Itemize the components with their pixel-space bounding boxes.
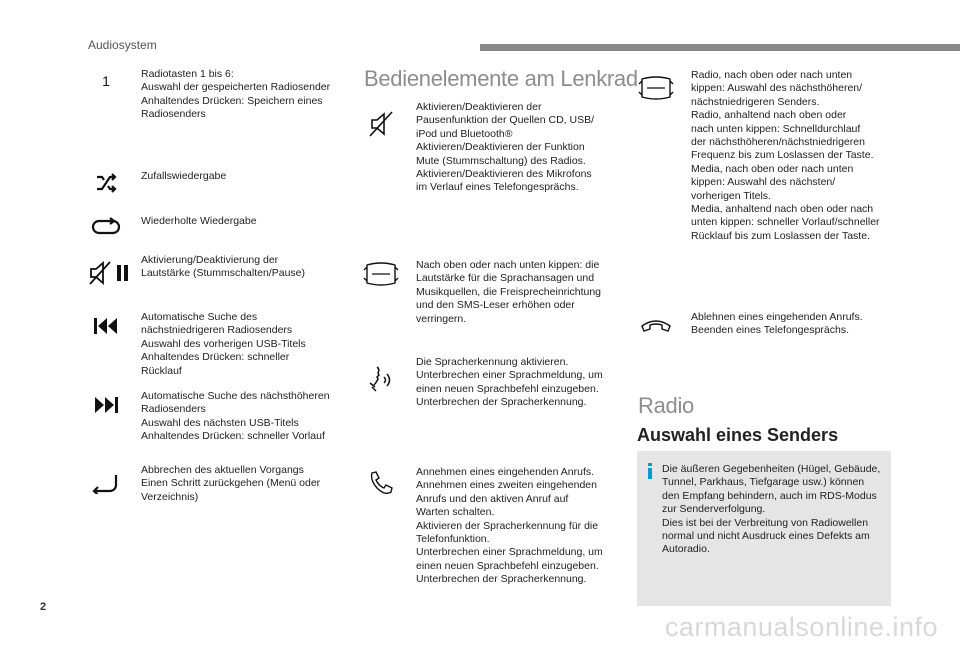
skip-forward-icon: [86, 390, 126, 420]
item-text: Radio, nach oben oder nach unten kippen: Auswahl des nächsthöheren/ nächstniedrigeren Senders. Radio, anhaltend nach oben oder nach unten kippen: Schnelldurchlauf der nächsthöheren/nächstniedrigeren Frequenz bis zum Loslassen der Taste. Media, nach oben oder nach unten kippen: Auswahl des nächsten/ vorherigen Titels. Media, anhaltend nach oben oder nach unten kippen: schneller Vorlauf/schneller Rücklauf bis zum Loslassen der Taste.: [691, 69, 880, 242]
item-text: Wiederholte Wiedergabe: [141, 215, 257, 227]
skip-back-icon: [86, 311, 126, 341]
seek-rocker-icon: [636, 73, 676, 103]
mute-icon: [361, 109, 401, 139]
repeat-icon: [86, 212, 126, 242]
info-text: Die äußeren Gegebenheiten (Hügel, Gebäude, Tunnel, Parkhaus, Tiefgarage usw.) können den Empfang behindern, auch im RDS-Modus zur Senderverfolgung. Dies ist bei der Verbreitung von Radiowellen normal und nicht Ausdruck eines Defekts am Autoradio.: [662, 463, 881, 556]
item-text: Aktivierung/Deaktivierung der Lautstärke (Stummschalten/Pause): [141, 254, 305, 280]
header-bar: [480, 44, 960, 51]
item-text: Annehmen eines eingehenden Anrufs. Annehmen eines zweiten eingehenden Anrufs und den aktiven Anruf auf Warten schalten. Aktivieren der Spracherkennung für die Telefonfunktion. Unterbrechen einer Sprachmeldung, um einen neuen Sprachbefehl einzugeben. Unterbrechen der Spracherkennung.: [416, 466, 603, 586]
back-return-icon: [86, 468, 126, 498]
item-text: Aktivieren/Deaktivieren der Pausenfunktion der Quellen CD, USB/ iPod und Bluetooth® Aktivieren/Deaktivieren der Funktion Mute (Stummschaltung) des Radios. Aktivieren/Deaktivieren des Mikrofons im Verlauf eines Telefongesprächs.: [416, 101, 595, 194]
watermark: carmanualsonline.info: [664, 612, 938, 642]
digit-one-icon: 1: [102, 73, 110, 89]
subtitle-station-selection: Auswahl eines Senders: [637, 425, 839, 445]
item-text: Nach oben oder nach unten kippen: die Lautstärke für die Sprachansagen und Musikquellen, die Freisprecheinrichtung und den SMS-Leser erhöhen oder verringern.: [416, 259, 602, 325]
mute-pause-icon: [86, 258, 132, 288]
info-box: [637, 451, 891, 606]
item-text: Die Spracherkennung aktivieren. Unterbrechen einer Sprachmeldung, um einen neuen Sprachbefehl einzugeben. Unterbrechen der Spracherkennung.: [416, 356, 603, 409]
phone-hangup-icon: [636, 311, 676, 341]
item-text: Ablehnen eines eingehenden Anrufs. Beenden eines Telefongesprächs.: [691, 311, 863, 337]
page-number: 2: [40, 601, 47, 613]
phone-answer-icon: [361, 468, 401, 498]
item-text: Radiotasten 1 bis 6: Auswahl der gespeicherten Radiosender Anhaltendes Drücken: Speichern eines Radiosenders: [141, 68, 331, 121]
voice-command-icon: [361, 364, 401, 394]
section-title-steering: Bedienelemente am Lenkrad: [364, 66, 638, 91]
header-title: Audiosystem: [88, 38, 157, 52]
item-text: Automatische Suche des nächsthöheren Radiosenders Auswahl des nächsten USB-Titels Anhaltendes Drücken: schneller Vorlauf: [141, 390, 330, 443]
shuffle-icon: [86, 168, 126, 198]
section-title-radio: Radio: [638, 393, 694, 418]
item-text: Automatische Suche des nächstniedrigeren Radiosenders Auswahl des vorherigen USB-Titels Anhaltendes Drücken: schneller Rücklauf: [141, 311, 306, 377]
volume-rocker-icon: [361, 259, 401, 289]
info-icon: [647, 463, 653, 479]
item-text: Zufallswiedergabe: [141, 170, 227, 182]
item-text: Abbrechen des aktuellen Vorgangs Einen Schritt zurückgehen (Menü oder Verzeichnis): [141, 464, 321, 503]
